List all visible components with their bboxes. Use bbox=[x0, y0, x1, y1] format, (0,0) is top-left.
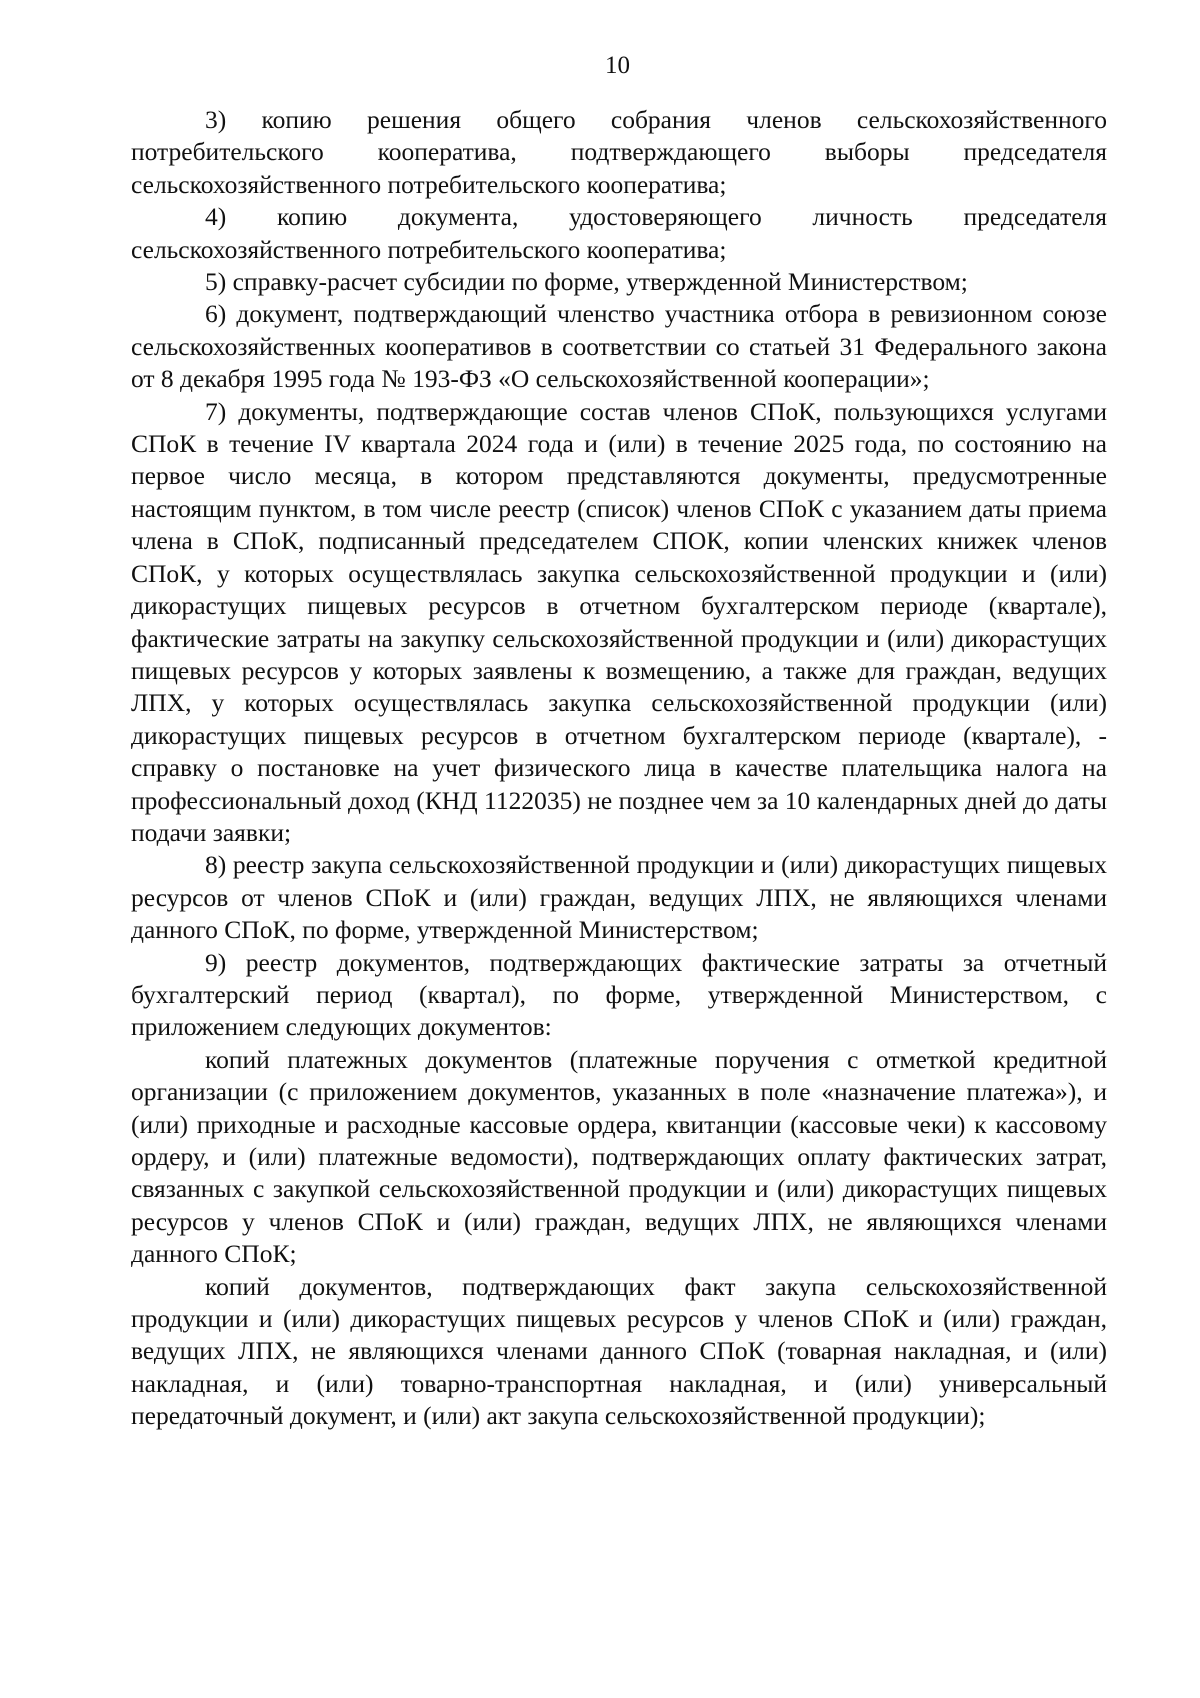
paragraph-item-9: 9) реестр документов, подтверждающих фактические затраты за отчетный бухгалтерский период (квартал), по форме, утвержденной Министерством, с приложением следующих документов: bbox=[131, 947, 1107, 1042]
paragraph-item-3: 3) копию решения общего собрания членов сельскохозяйственного потребительского кооператива, подтверждающего выборы председателя сельскохозяйственного потребительского кооператива; bbox=[131, 105, 1107, 199]
paragraph-payment-documents: копий платежных документов (платежные поручения с отметкой кредитной организации (с приложением документов, указанных в поле «назначение платежа»), и (или) приходные и расходные кассовые ордера, квитанции (кассовые чеки) к кассовому ордеру, и (или) платежные ведомости), подтверждающих оплату фактических затрат, связанных с закупкой сельскохозяйственной продукции и (или) дикорастущих пищевых ресурсов у членов СПоК и (или) граждан, ведущих ЛПХ, не являющихся членами данного СПоК; bbox=[131, 1044, 1107, 1269]
paragraph-item-6: 6) документ, подтверждающий членство участника отбора в ревизионном союзе сельскохозяйственных кооперативов в соответствии со статьей 31 Федерального закона от 8 декабря 1995 года № 193-ФЗ «О сельскохозяйственной кооперации»; bbox=[131, 299, 1107, 394]
paragraph-item-4: 4) копию документа, удостоверяющего личность председателя сельскохозяйственного потребительского кооператива; bbox=[131, 202, 1107, 264]
paragraph-item-7: 7) документы, подтверждающие состав членов СПоК, пользующихся услугами СПоК в течение IV квартала 2024 года и (или) в течение 2025 года, по состоянию на первое число месяца, в котором представляются документы, предусмотренные настоящим пунктом, в том числе реестр (список) членов СПоК с указанием даты приема члена в СПоК, подписанный председателем СПОК, копии членских книжек членов СПоК, у которых осуществлялась закупка сельскохозяйственной продукции и (или) дикорастущих пищевых ресурсов в отчетном бухгалтерском периоде (квартале), фактические затраты на закупку сельскохозяйственной продукции и (или) дикорастущих пищевых ресурсов у которых заявлены к возмещению, а также для граждан, ведущих ЛПХ, у которых осуществлялась закупка сельскохозяйственной продукции (или) дикорастущих пищевых ресурсов в отчетном бухгалтерском периоде (квартале), - справку о постановке на учет физического лица в качестве плательщика налога на профессиональный доход (КНД 1122035) не позднее чем за 10 календарных дней до даты подачи заявки; bbox=[131, 396, 1107, 847]
document-body bbox=[131, 104, 1107, 1433]
paragraph-item-8: 8) реестр закупа сельскохозяйственной продукции и (или) дикорастущих пищевых ресурсов от членов СПоК и (или) граждан, ведущих ЛПХ, не являющихся членами данного СПоК, по форме, утвержденной Министерством; bbox=[131, 850, 1107, 945]
paragraph-item-5: 5) справку-расчет субсидии по форме, утвержденной Министерством; bbox=[205, 267, 968, 297]
page-number: 10 bbox=[605, 52, 630, 79]
paragraph-purchase-documents: копий документов, подтверждающих факт закупа сельскохозяйственной продукции и (или) дикорастущих пищевых ресурсов у членов СПоК и (или) граждан, ведущих ЛПХ, не являющихся членами данного СПоК (товарная накладная, и (или) накладная, и (или) товарно-транспортная накладная, и (или) универсальный передаточный документ, и (или) акт закупа сельскохозяйственной продукции); bbox=[131, 1271, 1107, 1431]
